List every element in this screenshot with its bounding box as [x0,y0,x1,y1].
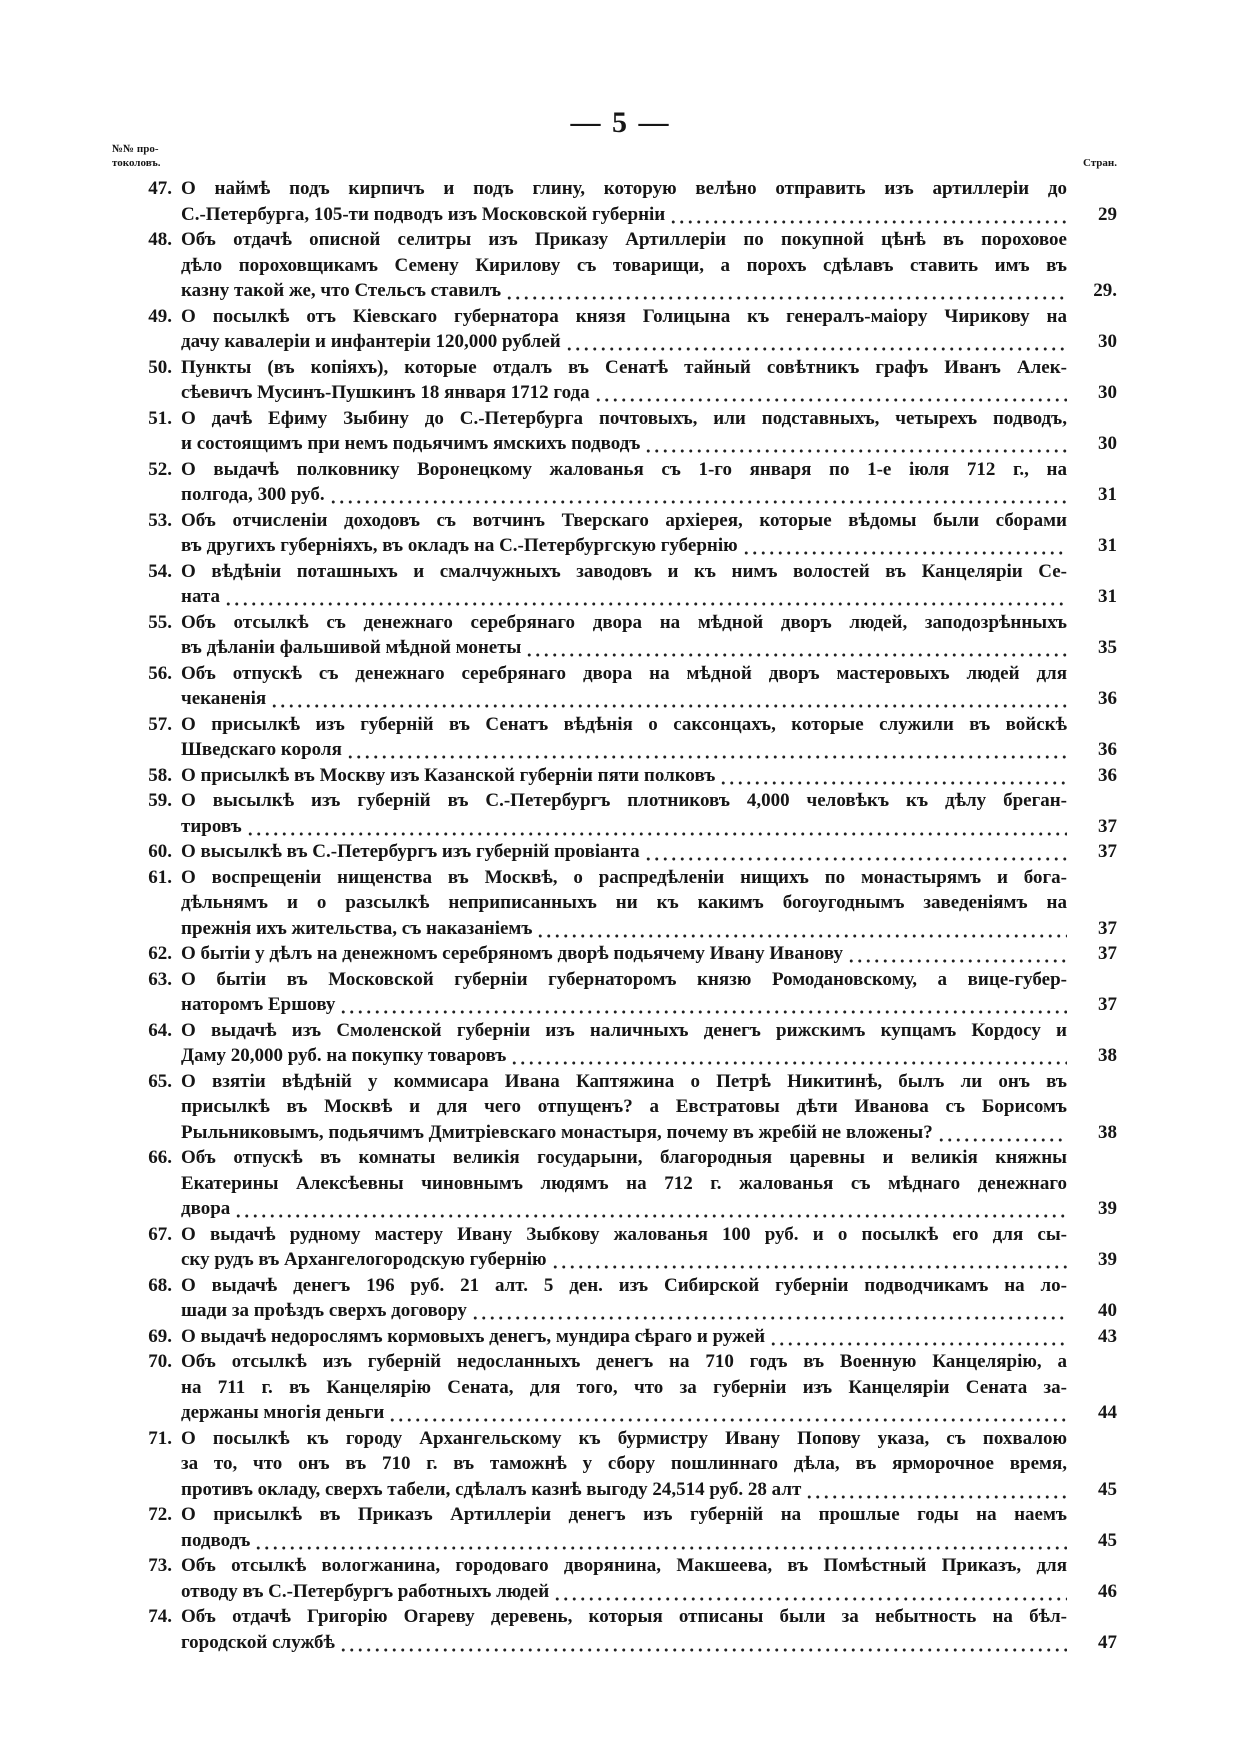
toc-entry [0,227,1241,304]
page-reference: 47 [1098,1631,1117,1653]
protocol-number: 51. [148,407,172,429]
page-reference: 31 [1098,535,1117,556]
entry-last-line [181,202,1067,228]
entry-line [0,1528,1241,1554]
entry-text: О выдачѣ рудному мастеру Ивану Зыбкову жалованья 100 руб. и о посылкѣ его для сы- [181,1223,1067,1245]
protocol-number: 47. [148,178,172,199]
page-reference: 45 [1098,1529,1117,1551]
entry-last-line [181,1630,1067,1656]
toc-entry [0,865,1241,942]
toc-entry [0,763,1241,789]
entry-text: Объ отдачѣ Григорію Огареву деревень, которыя отписаны были за небытность на бѣл- [181,1606,1067,1627]
toc-entry [0,355,1241,406]
dot-leader [339,1630,1067,1656]
entry-last-line [181,584,1067,610]
protocol-number: 48. [148,229,172,250]
entry-line [0,1400,1241,1426]
entry-line [0,1196,1241,1222]
entry-text: О бытіи въ Московской губерніи губернаторомъ князю Ромодановскому, а вице-губер- [181,968,1067,990]
page-reference: 38 [1098,1045,1117,1066]
protocol-number: 69. [148,1325,172,1347]
entry-line [0,1375,1241,1401]
dot-leader [805,1477,1067,1503]
dot-leader [505,278,1067,304]
entry-last-line [181,1477,1067,1503]
entry-text: Объ отпускѣ съ денежнаго серебрянаго двора на мѣдной дворъ мастеровыхъ людей для [181,662,1067,684]
protocol-number: 72. [148,1504,172,1525]
entry-line [0,431,1241,457]
page-reference: 29. [1093,280,1117,301]
protocol-number: 54. [148,560,172,582]
page-reference: 36 [1098,688,1117,709]
entry-line [0,1120,1241,1146]
page-reference: 30 [1098,433,1117,454]
dot-leader [234,1196,1067,1222]
entry-text: сѣевичъ Мусинъ-Пушкинъ 18 января 1712 года [181,382,590,403]
entry-line [0,559,1241,585]
entry-line [0,941,1241,967]
entry-line [0,610,1241,636]
entry-last-line [181,1298,1067,1324]
entry-text: присылкѣ въ Москвѣ и для чего отпущенъ? а Евстратовы дѣти Иванова съ Борисомъ [181,1096,1067,1117]
protocol-number: 58. [148,764,172,786]
entry-last-line [181,992,1067,1018]
entry-text: Объ отсылкѣ вологжанина, городоваго дворянина, Макшеева, въ Помѣстный Приказъ, для [181,1555,1067,1576]
entry-line [0,1043,1241,1069]
entry-line [0,1298,1241,1324]
entry-line [0,1579,1241,1605]
entry-line [0,1553,1241,1579]
entry-last-line [181,431,1067,457]
entry-text: Рыльниковымъ, подьячимъ Дмитріевскаго монастыря, почему въ жребій не вложены? [181,1121,933,1143]
entry-last-line [181,1120,1067,1146]
dot-leader [254,1528,1067,1554]
entry-line [0,992,1241,1018]
table-of-contents [0,176,1241,1655]
entry-line [0,1094,1241,1120]
entry-line [0,304,1241,330]
protocol-header-line2: токоловъ. [112,157,161,169]
entry-text: полгода, 300 руб. [181,484,325,505]
protocol-number: 65. [148,1070,172,1092]
entry-last-line [181,814,1067,840]
page-reference: 29 [1098,203,1117,225]
page-reference: 40 [1098,1300,1117,1321]
protocol-header-line1: №№ про- [112,143,159,155]
entry-text: Объ отсылкѣ изъ губерній недосланныхъ денегъ на 710 годъ въ Военную Канцелярію, а [181,1351,1067,1372]
toc-entry [0,1324,1241,1350]
dot-leader [224,584,1067,610]
entry-line [0,253,1241,279]
entry-last-line [181,482,1067,508]
toc-entry [0,1222,1241,1273]
entry-line [0,763,1241,789]
toc-entry [0,176,1241,227]
dot-leader [644,839,1067,865]
entry-line [0,916,1241,942]
dot-leader [551,1247,1067,1273]
entry-text: въ дѣланіи фальшивой мѣдной монеты [181,637,522,658]
protocol-number: 55. [148,611,172,633]
toc-entry [0,967,1241,1018]
toc-entry [0,559,1241,610]
page-reference: 37 [1098,943,1117,964]
dot-leader [565,329,1067,355]
dot-leader [719,763,1067,789]
page-reference: 44 [1098,1402,1117,1423]
entry-line [0,457,1241,483]
entry-last-line [181,1247,1067,1273]
entry-line [0,533,1241,559]
protocol-number: 56. [148,662,172,684]
entry-text: Пункты (въ копіяхъ), которые отдалъ въ Сенатѣ тайный совѣтникъ графъ Иванъ Алек- [181,356,1067,378]
entry-last-line [181,916,1067,942]
entry-last-line [181,1528,1067,1554]
entry-line [0,865,1241,891]
protocol-number: 53. [148,509,172,531]
entry-text: Екатерины Алексѣевны чиновнымъ людямъ на 712 г. жалованья съ мѣднаго денежнаго [181,1172,1067,1194]
entry-text: Шведскаго короля [181,739,342,760]
entry-line [0,355,1241,381]
protocol-number: 71. [148,1427,172,1449]
protocol-number: 49. [148,305,172,327]
entry-text: на 711 г. въ Канцелярію Сената, для того, что за губерніи изъ Канцеляріи Сената за- [181,1376,1067,1398]
toc-entry [0,1145,1241,1222]
entry-text: О посылкѣ къ городу Архангельскому къ бурмистру Ивану Попову указа, съ похвалою [181,1427,1067,1449]
entry-text: О выдачѣ изъ Смоленской губерніи изъ наличныхъ денегъ рижскимъ купцамъ Кордосу и [181,1019,1067,1041]
entry-line [0,406,1241,432]
entry-line [0,202,1241,228]
page-reference: 30 [1098,331,1117,352]
protocol-number: 67. [148,1223,172,1245]
entry-line [0,329,1241,355]
entry-text: О посылкѣ отъ Кіевскаго губернатора князя Голицына къ генералъ-маіору Чирикову на [181,305,1067,327]
protocol-number: 74. [148,1606,172,1627]
entry-line [0,1630,1241,1656]
entry-text: дѣло пороховщикамъ Семену Кирилову съ товарищи, а порохъ сдѣлавъ ставить имъ въ [181,254,1067,276]
entry-last-line [181,1196,1067,1222]
entry-text: О выдачѣ недорослямъ кормовыхъ денегъ, мундира сѣраго и ружей [181,1325,766,1347]
toc-entry [0,406,1241,457]
entry-line [0,1502,1241,1528]
dot-leader [669,202,1067,228]
toc-entry [0,1069,1241,1146]
page-reference: 30 [1098,382,1117,403]
entry-text: подводъ [181,1529,251,1551]
entry-text: О присылкѣ изъ губерній въ Сенатъ вѣдѣнія о саксонцахъ, которые служили въ войскѣ [181,713,1067,735]
dot-leader [270,686,1067,712]
entry-line [0,1222,1241,1248]
entry-line [0,1171,1241,1197]
entry-text: ску рудъ въ Архангелогородскую губернію [181,1249,547,1270]
entry-line [0,1349,1241,1375]
page-reference: 39 [1098,1249,1117,1270]
dot-leader [536,916,1067,942]
protocol-number: 70. [148,1351,172,1372]
entry-text: противъ окладу, сверхъ табели, сдѣлалъ казнѣ выгоду 24,514 руб. 28 алт [181,1478,802,1500]
entry-line [0,661,1241,687]
page-reference: 36 [1098,764,1117,786]
entry-line [0,1018,1241,1044]
entry-last-line [181,278,1067,304]
protocol-number: 73. [148,1555,172,1576]
protocol-number: 66. [148,1147,172,1168]
toc-entry [0,457,1241,508]
entry-text: шади за проѣздъ сверхъ договору [181,1300,467,1321]
entry-last-line [181,1579,1067,1605]
page-reference: 43 [1098,1325,1117,1347]
entry-text: наторомъ Ершову [181,994,336,1015]
entry-text: и состоящимъ при немъ подьячимъ ямскихъ подводъ [181,433,641,454]
entry-line [0,1273,1241,1299]
toc-entry [0,1018,1241,1069]
entry-last-line [181,533,1067,559]
entry-last-line [181,763,1067,789]
toc-entry [0,1604,1241,1655]
protocol-number: 59. [148,790,172,811]
protocol-number: 60. [148,841,172,862]
dot-leader [246,814,1067,840]
dot-leader [329,482,1067,508]
entry-text: О выдачѣ полковнику Воронецкому жалованья съ 1-го января по 1-е іюля 712 г., на [181,458,1067,480]
toc-entry [0,508,1241,559]
dot-leader [937,1120,1067,1146]
page-reference: 37 [1098,815,1117,837]
entry-text: чеканенія [181,688,267,709]
entry-line [0,278,1241,304]
toc-entry [0,941,1241,967]
entry-text: двора [181,1198,231,1219]
entry-line [0,1324,1241,1350]
entry-text: О наймѣ подъ кирпичъ и подъ глину, которую велѣно отправить изъ артиллеріи до [181,178,1067,199]
entry-text: отводу въ С.-Петербургъ работныхъ людей [181,1580,550,1602]
entry-text: Даму 20,000 руб. на покупку товаровъ [181,1045,507,1066]
protocol-number: 64. [148,1019,172,1041]
protocol-number: 63. [148,968,172,990]
dot-leader [742,533,1067,559]
entry-line [0,1426,1241,1452]
entry-line [0,890,1241,916]
entry-line [0,967,1241,993]
entry-text: прежнія ихъ жительства, съ наказаніемъ [181,917,533,939]
entry-line [0,814,1241,840]
entry-line [0,1451,1241,1477]
dot-leader [553,1579,1067,1605]
entry-text: городской службѣ [181,1631,335,1653]
entry-text: за то, что онъ въ 710 г. въ таможнѣ у сбору пошлиннаго дѣла, въ ярморочное время, [181,1453,1067,1474]
dot-leader [594,380,1067,406]
entry-line [0,482,1241,508]
entry-text: О взятіи вѣдѣній у коммисара Ивана Каптяжина о Петрѣ Никитинѣ, былъ ли онъ въ [181,1070,1067,1092]
page-reference: 35 [1098,637,1117,658]
entry-text: въ другихъ губерніяхъ, въ окладъ на С.-Петербургскую губернію [181,535,738,556]
dot-leader [847,941,1067,967]
entry-text: О дачѣ Ефиму Зыбину до С.-Петербурга почтовыхъ, или подставныхъ, четырехъ подводъ, [181,407,1067,429]
page-reference: 38 [1098,1121,1117,1143]
entry-text: О присылкѣ въ Приказъ Артиллеріи денегъ изъ губерній на прошлые годы на наемъ [181,1504,1067,1525]
entry-line [0,380,1241,406]
entry-text: О бытіи у дѣлъ на денежномъ серебряномъ дворѣ подьячему Ивану Иванову [181,943,843,964]
toc-entry [0,1553,1241,1604]
toc-entry [0,712,1241,763]
entry-last-line [181,737,1067,763]
entry-line [0,686,1241,712]
toc-entry [0,839,1241,865]
entry-line [0,1247,1241,1273]
entry-line [0,635,1241,661]
page-reference: 31 [1098,586,1117,607]
entry-line [0,1069,1241,1095]
protocol-number: 61. [148,866,172,888]
page-reference: 45 [1098,1478,1117,1500]
entry-last-line [181,1043,1067,1069]
dot-leader [471,1298,1067,1324]
dot-leader [644,431,1067,457]
entry-line [0,1477,1241,1503]
toc-entry [0,1349,1241,1426]
entry-last-line [181,635,1067,661]
dot-leader [346,737,1067,763]
entry-last-line [181,686,1067,712]
entry-text: тировъ [181,815,242,837]
entry-text: О воспрещеніи нищенства въ Москвѣ, о распредѣленіи нищихъ по монастырямъ и бога- [181,866,1067,888]
entry-text: дачу кавалеріи и инфантеріи 120,000 рублей [181,331,561,352]
dot-leader [388,1400,1067,1426]
entry-last-line [181,941,1067,967]
protocol-number: 52. [148,458,172,480]
page-reference: 37 [1098,917,1117,939]
entry-text: Объ отпускѣ въ комнаты великія государыни, благородныя царевны и великія княжны [181,1147,1067,1168]
entry-last-line [181,839,1067,865]
entry-line [0,1145,1241,1171]
protocol-number: 68. [148,1274,172,1296]
entry-line [0,508,1241,534]
page-reference: 36 [1098,739,1117,760]
entry-line [0,839,1241,865]
dot-leader [525,635,1067,661]
entry-text: О высылкѣ изъ губерній въ С.-Петербургъ плотниковъ 4,000 человѣкъ къ дѣлу бреган- [181,790,1067,811]
entry-text: держаны многія деньги [181,1402,385,1423]
dot-leader [769,1324,1067,1350]
protocol-number: 50. [148,356,172,378]
entry-line [0,712,1241,738]
entry-last-line [181,1400,1067,1426]
entry-text: Объ отчисленіи доходовъ съ вотчинъ Тверскаго архіерея, которые вѣдомы были сборами [181,509,1067,531]
page-number: — 5 — [570,106,671,139]
page-reference: 37 [1098,841,1117,862]
entry-text: ната [181,586,221,607]
entry-text: казну такой же, что Стельсъ ставилъ [181,280,502,301]
toc-entry [0,610,1241,661]
entry-line [0,788,1241,814]
protocol-number: 62. [148,943,172,964]
toc-entry [0,1273,1241,1324]
entry-line [0,737,1241,763]
entry-text: О вѣдѣніи поташныхъ и смалчужныхъ заводовъ и къ нимъ волостей въ Канцеляріи Се- [181,560,1067,582]
dot-leader [510,1043,1067,1069]
entry-line [0,176,1241,202]
toc-entry [0,1426,1241,1503]
protocol-number-column-header [112,142,161,170]
page-reference: 39 [1098,1198,1117,1219]
page-reference: 31 [1098,484,1117,505]
entry-text: Объ отдачѣ описной селитры изъ Приказу Артиллеріи по покупной цѣнѣ въ пороховое [181,229,1067,250]
toc-entry [0,661,1241,712]
page-column-header: Стран. [1082,157,1117,169]
entry-line [0,227,1241,253]
entry-line [0,584,1241,610]
entry-text: дѣльнямъ и о разсылкѣ неприписанныхъ ни къ какимъ богоугоднымъ заведеніямъ на [181,892,1067,913]
page-reference: 37 [1098,994,1117,1015]
entry-text: Объ отсылкѣ съ денежнаго серебрянаго двора на мѣдной дворъ людей, заподозрѣнныхъ [181,611,1067,633]
entry-line [0,1604,1241,1630]
page-reference: 46 [1098,1580,1117,1602]
entry-last-line [181,329,1067,355]
protocol-number: 57. [148,713,172,735]
toc-entry [0,1502,1241,1553]
entry-text: О выдачѣ денегъ 196 руб. 21 алт. 5 ден. изъ Сибирской губерніи подводчикамъ на ло- [181,1274,1067,1296]
entry-text: С.-Петербурга, 105-ти подводъ изъ Московской губерніи [181,203,666,225]
entry-last-line [181,380,1067,406]
entry-text: О присылкѣ въ Москву изъ Казанской губерніи пяти полковъ [181,764,716,786]
dot-leader [339,992,1067,1018]
entry-text: О высылкѣ въ С.-Петербургъ изъ губерній провіанта [181,841,640,862]
toc-entry [0,304,1241,355]
entry-last-line [181,1324,1067,1350]
toc-entry [0,788,1241,839]
